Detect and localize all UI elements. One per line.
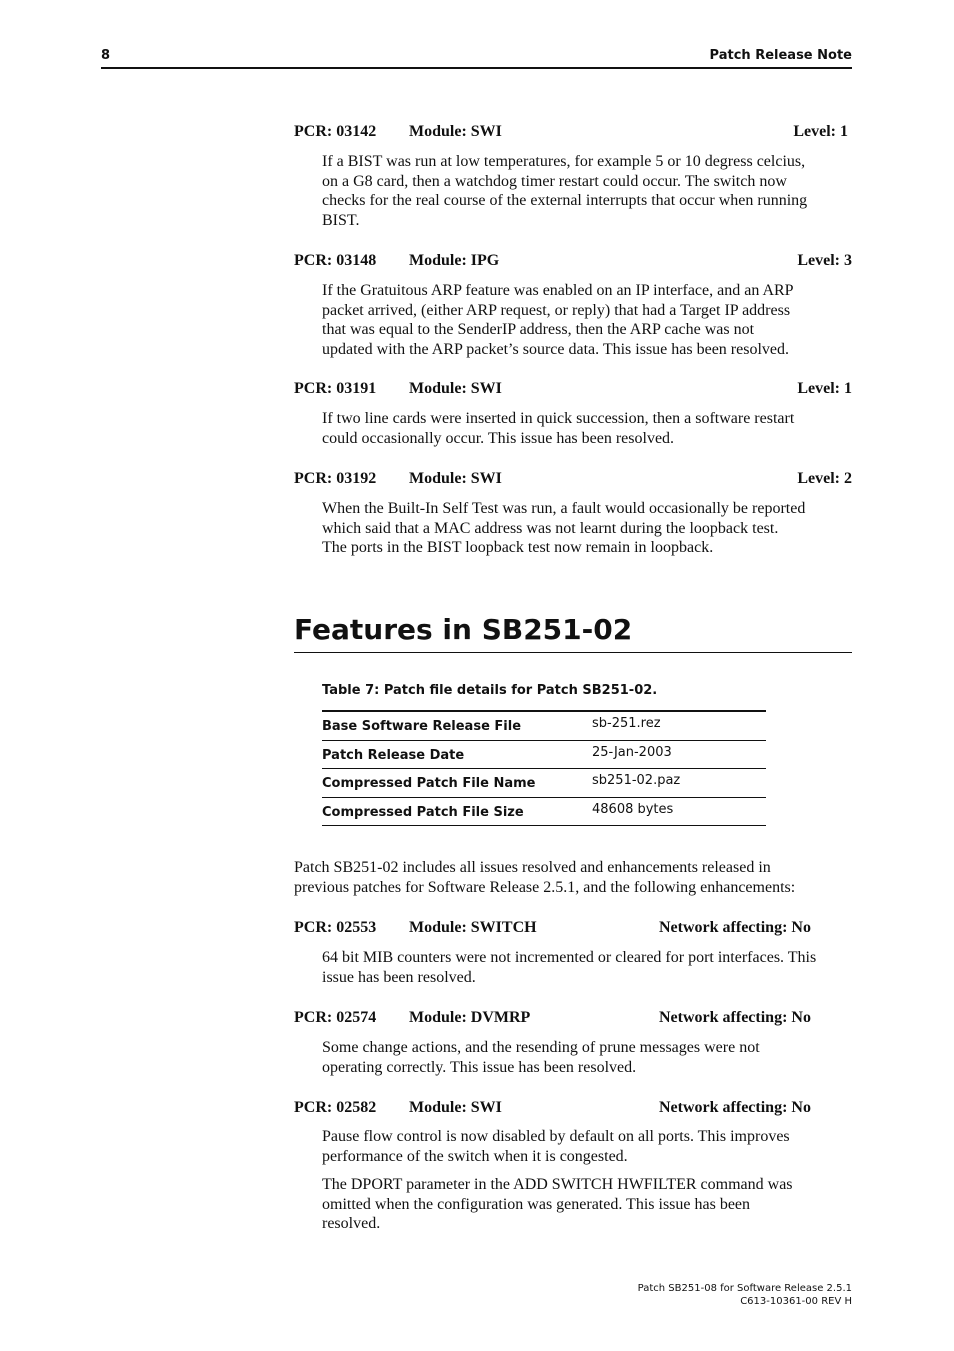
pcr-description: If the Gratuitous ARP feature was enabled on an IP interface, and an ARP packet arrived, (either ARP request, or reply) that had a Target IP address that was equal to the SenderIP address, then the ARP cache was not updated with the ARP packet’s source data. This issue has been resolved. <box>322 282 794 358</box>
pcr-level: Level: 2 <box>797 470 852 487</box>
header-rule <box>101 67 852 69</box>
page-number: 8 <box>101 48 111 63</box>
pcr-description: If a BIST was run at low temperatures, for example 5 or 10 degress celcius, on a G8 card, then a watchdog timer restart could occur. The switch now checks for the real course of the external interrupts that occur when running BIST. <box>322 153 808 229</box>
pcr-module: Module: IPG <box>409 252 500 269</box>
footer-line: Patch SB251-08 for Software Release 2.5.1 <box>637 1283 852 1294</box>
pcr-description: If two line cards were inserted in quick succession, then a software restart could occasionally occur. This issue has been resolved. <box>322 410 795 447</box>
running-header-title: Patch Release Note <box>709 48 852 63</box>
pcr-heading <box>294 380 852 400</box>
table-row-label: Patch Release Date <box>322 747 465 763</box>
pcr-module: Module: SWI <box>409 123 502 140</box>
pcr-id: PCR: 03191 <box>294 380 377 397</box>
pcr-id: PCR: 03148 <box>294 252 377 269</box>
pcr-heading <box>294 1009 852 1029</box>
pcr-module: Module: SWI <box>409 1099 502 1116</box>
table-row-label: Compressed Patch File Name <box>322 776 536 791</box>
patch-details-table <box>322 710 766 826</box>
table-row <box>322 798 766 827</box>
pcr-network-affecting: Network affecting: No <box>659 1009 811 1026</box>
pcr-description: 64 bit MIB counters were not incremented or cleared for port interfaces. This issue has been resolved. <box>322 949 817 986</box>
table-row-value: 48608 bytes <box>592 801 674 817</box>
table-row-value: sb-251.rez <box>592 716 661 731</box>
pcr-module: Module: SWI <box>409 470 502 487</box>
pcr-description: Pause flow control is now disabled by default on all ports. This improves performance of the switch when it is congested. <box>322 1128 790 1165</box>
table-row-label: Base Software Release File <box>322 719 522 734</box>
pcr-id: PCR: 02574 <box>294 1009 377 1026</box>
pcr-description: Some change actions, and the resending of prune messages were not operating correctly. This issue has been resolved. <box>322 1039 760 1076</box>
intro-paragraph: Patch SB251-02 includes all issues resolved and enhancements released in previous patches for Software Release 2.5.1, and the following enhancements: <box>294 859 796 896</box>
table-row <box>322 741 766 770</box>
pcr-network-affecting: Network affecting: No <box>659 1099 811 1116</box>
pcr-module: Module: DVMRP <box>409 1009 531 1026</box>
pcr-heading <box>294 470 852 490</box>
pcr-level: Level: 1 <box>797 380 852 397</box>
footer-line: C613-10361-00 REV H <box>740 1296 852 1307</box>
table-caption: Table 7: Patch file details for Patch SB251-02. <box>322 683 658 698</box>
pcr-module: Module: SWITCH <box>409 919 537 936</box>
pcr-id: PCR: 02582 <box>294 1099 377 1116</box>
pcr-network-affecting: Network affecting: No <box>659 919 811 936</box>
pcr-id: PCR: 03142 <box>294 123 377 140</box>
table-row-value: 25-Jan-2003 <box>592 744 672 760</box>
pcr-level: Level: 3 <box>797 252 852 269</box>
pcr-heading <box>294 123 852 143</box>
page-footer <box>638 1282 852 1308</box>
pcr-description: When the Built-In Self Test was run, a fault would occasionally be reported which said that a MAC address was not learnt during the loopback test. The ports in the BIST loopback test now remain in loopback. <box>322 500 806 556</box>
table-row <box>322 712 766 741</box>
pcr-description: The DPORT parameter in the ADD SWITCH HWFILTER command was omitted when the configuration was generated. This issue has been resolved. <box>322 1176 793 1232</box>
pcr-module: Module: SWI <box>409 380 502 397</box>
pcr-id: PCR: 03192 <box>294 470 377 487</box>
pcr-heading <box>294 919 852 939</box>
section-title: Features in SB251-02 <box>294 613 633 646</box>
table-row <box>322 769 766 798</box>
table-row-label: Compressed Patch File Size <box>322 804 524 820</box>
pcr-id: PCR: 02553 <box>294 919 377 936</box>
pcr-level: Level: 1 <box>793 123 848 140</box>
table-row-value: sb251-02.paz <box>592 773 681 788</box>
pcr-heading <box>294 252 852 272</box>
section-rule <box>294 652 852 653</box>
pcr-heading <box>294 1099 852 1119</box>
